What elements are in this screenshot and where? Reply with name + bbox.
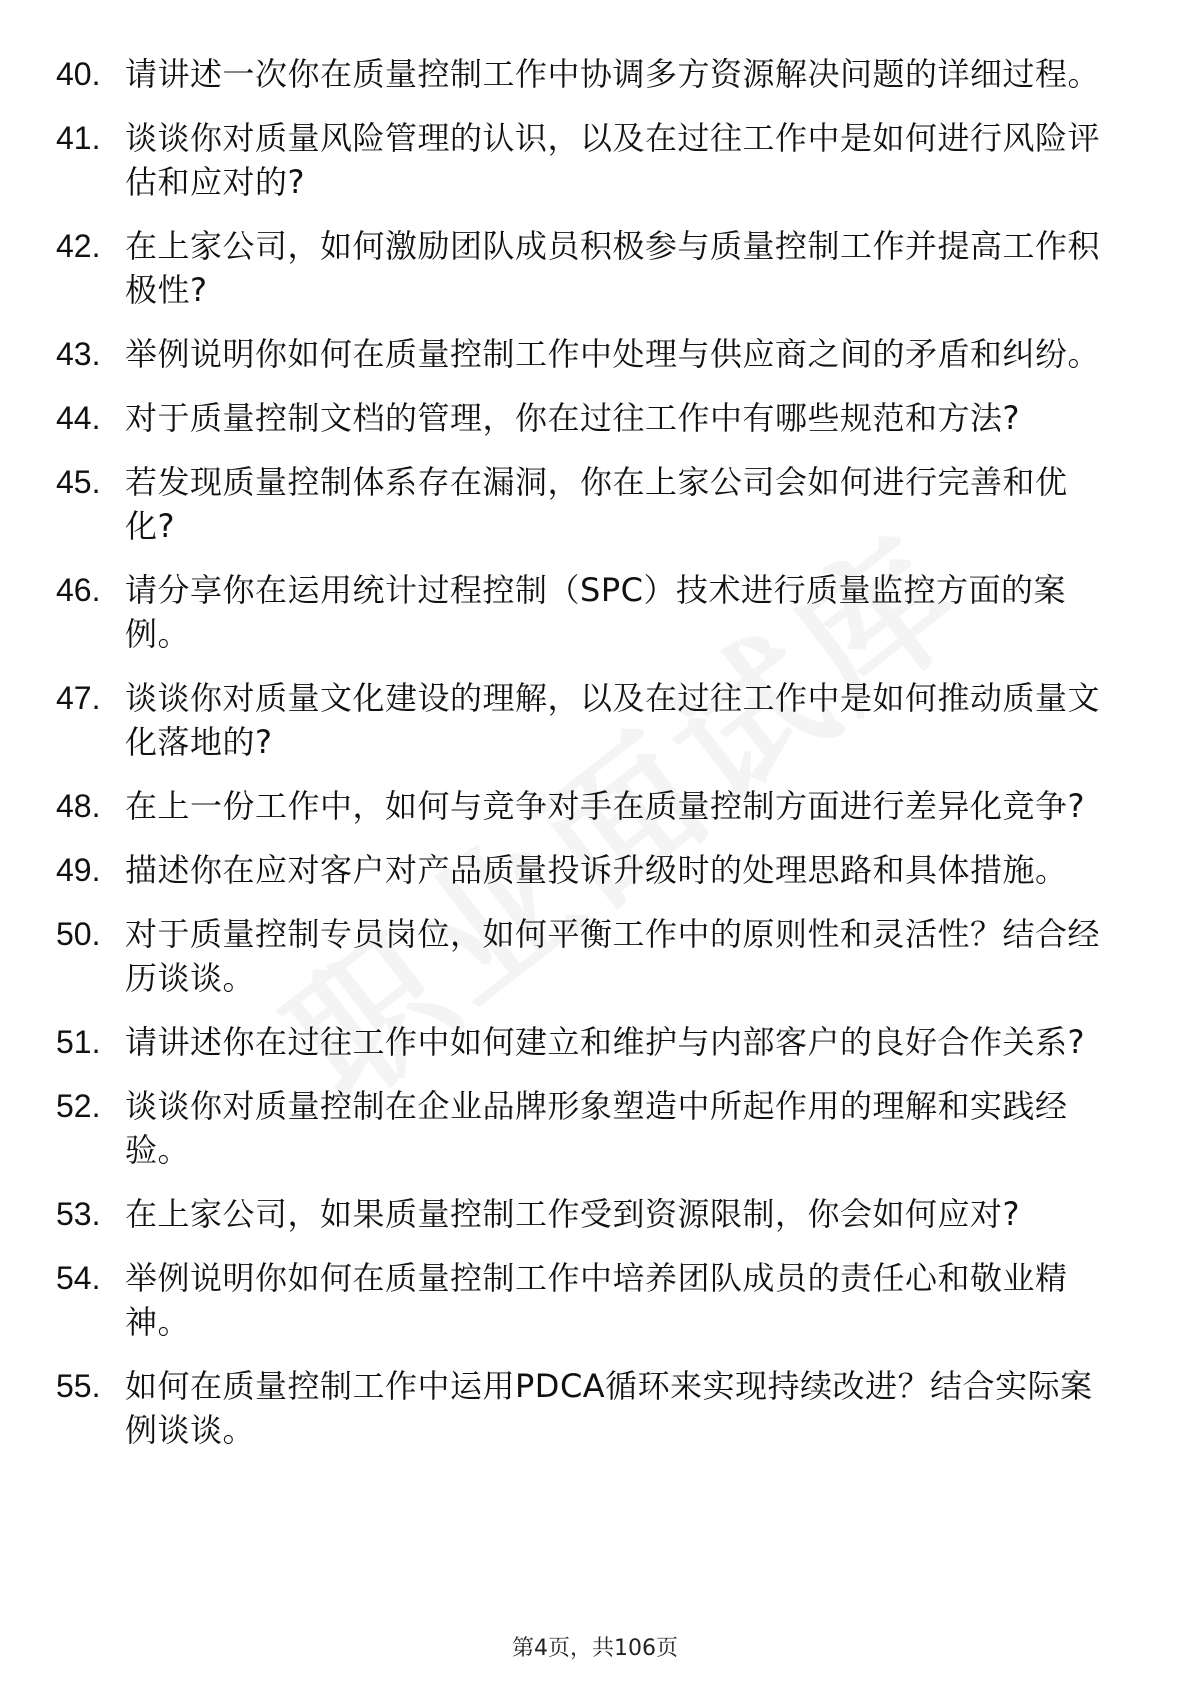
question-item [0, 1020, 1190, 1064]
question-text: 举例说明你如何在质量控制工作中培养团队成员的责任心和敬业精神。 [125, 1259, 1068, 1341]
question-item [0, 224, 1190, 312]
question-text: 在上家公司，如果质量控制工作受到资源限制，你会如何应对? [125, 1195, 1020, 1233]
question-number: 47. [56, 680, 101, 716]
question-item [0, 460, 1190, 548]
question-item [0, 568, 1190, 656]
question-item [0, 52, 1190, 96]
question-text: 在上家公司，如何激励团队成员积极参与质量控制工作并提高工作积极性? [125, 227, 1101, 309]
question-text: 描述你在应对客户对产品质量投诉升级时的处理思路和具体措施。 [125, 851, 1068, 889]
question-item [0, 116, 1190, 204]
question-item [0, 396, 1190, 440]
question-text: 对于质量控制文档的管理，你在过往工作中有哪些规范和方法? [125, 399, 1020, 437]
question-number: 42. [56, 228, 101, 264]
question-item [0, 1192, 1190, 1236]
question-item [0, 912, 1190, 1000]
question-item [0, 1256, 1190, 1344]
question-number: 52. [56, 1088, 101, 1124]
page-footer: 第4页，共106页 [512, 1636, 678, 1661]
question-text: 请讲述一次你在质量控制工作中协调多方资源解决问题的详细过程。 [125, 55, 1101, 93]
question-number: 48. [56, 788, 101, 824]
question-number: 51. [56, 1024, 101, 1060]
question-list [0, 52, 1190, 1472]
question-number: 46. [56, 572, 101, 608]
question-item [0, 332, 1190, 376]
question-text: 对于质量控制专员岗位，如何平衡工作中的原则性和灵活性？结合经历谈谈。 [125, 915, 1101, 997]
question-number: 49. [56, 852, 101, 888]
question-text: 若发现质量控制体系存在漏洞，你在上家公司会如何进行完善和优化? [125, 463, 1068, 545]
question-item [0, 1364, 1190, 1452]
question-number: 41. [56, 120, 101, 156]
question-item [0, 676, 1190, 764]
question-number: 40. [56, 56, 101, 92]
question-text: 谈谈你对质量风险管理的认识，以及在过往工作中是如何进行风险评估和应对的? [125, 119, 1101, 201]
question-number: 45. [56, 464, 101, 500]
question-number: 44. [56, 400, 101, 436]
question-number: 53. [56, 1196, 101, 1232]
question-number: 55. [56, 1368, 101, 1404]
question-item [0, 1084, 1190, 1172]
question-text: 请分享你在运用统计过程控制（SPC）技术进行质量监控方面的案例。 [125, 571, 1066, 653]
question-text: 请讲述你在过往工作中如何建立和维护与内部客户的良好合作关系? [125, 1023, 1085, 1061]
question-text: 举例说明你如何在质量控制工作中处理与供应商之间的矛盾和纠纷。 [125, 335, 1101, 373]
question-number: 50. [56, 916, 101, 952]
question-number: 43. [56, 336, 101, 372]
question-number: 54. [56, 1260, 101, 1296]
question-text: 谈谈你对质量文化建设的理解，以及在过往工作中是如何推动质量文化落地的? [125, 679, 1101, 761]
question-text: 如何在质量控制工作中运用PDCA循环来实现持续改进？结合实际案例谈谈。 [125, 1367, 1093, 1449]
question-item [0, 848, 1190, 892]
question-text: 谈谈你对质量控制在企业品牌形象塑造中所起作用的理解和实践经验。 [125, 1087, 1068, 1169]
question-item [0, 784, 1190, 828]
question-text: 在上一份工作中，如何与竞争对手在质量控制方面进行差异化竞争? [125, 787, 1085, 825]
